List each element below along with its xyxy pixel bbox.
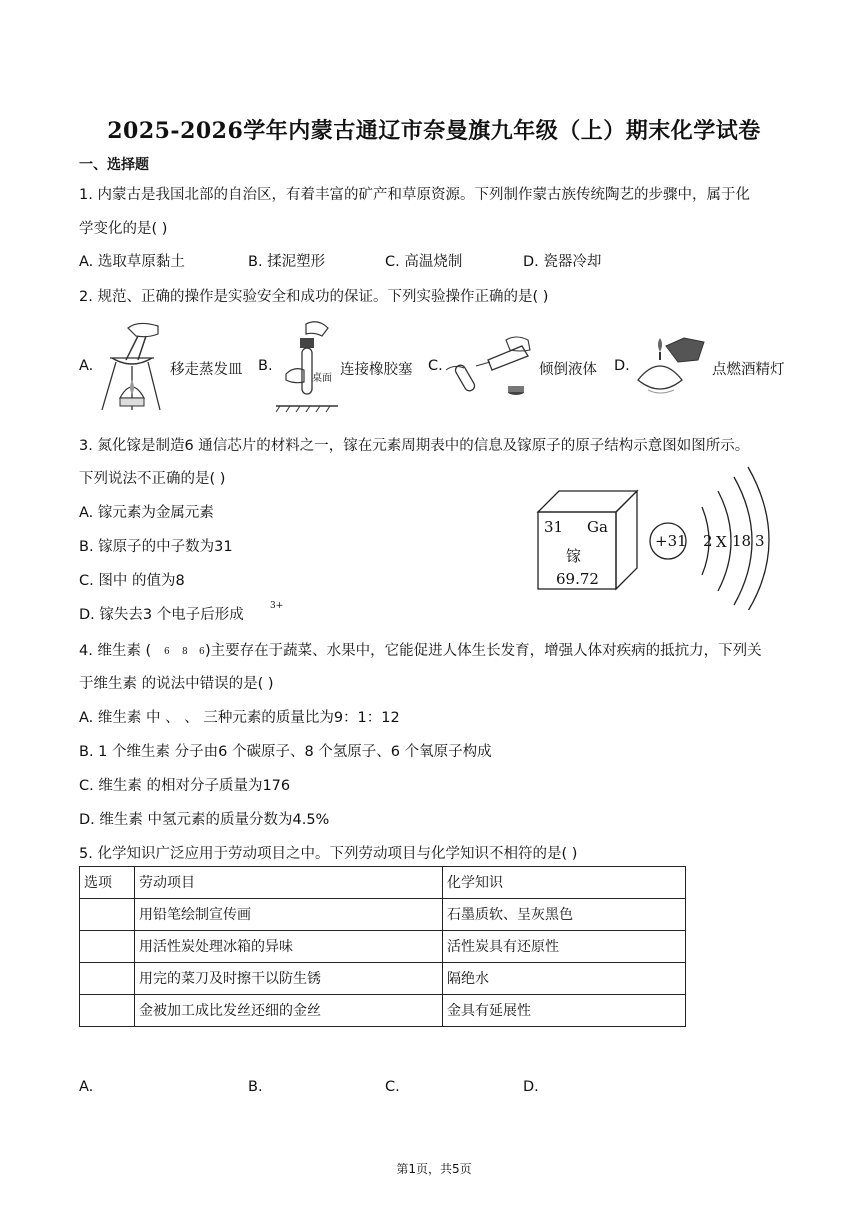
row-project: 金被加工成比发丝还细的金丝 — [135, 995, 443, 1027]
alcohol-lamp-illustration — [630, 330, 710, 405]
row-knowledge: 活性炭具有还原性 — [443, 931, 686, 963]
row-project: 用完的菜刀及时擦干以防生锈 — [135, 963, 443, 995]
q2-label-b: B. — [258, 358, 273, 374]
q1-option-b: B. 揉泥塑形 — [248, 254, 326, 270]
q4-stem-line2: 于维生素 的说法中错误的是( ) — [79, 676, 274, 692]
q2-caption-a: 移走蒸发皿 — [170, 362, 243, 378]
row-option — [80, 931, 135, 963]
row-option — [80, 995, 135, 1027]
pouring-liquid-illustration — [446, 330, 536, 405]
shell-1-electrons: 2 — [703, 532, 713, 550]
q2-stem: 2. 规范、正确的操作是实验安全和成功的保证。下列实验操作正确的是( ) — [79, 289, 549, 305]
q2-label-a: A. — [79, 358, 94, 374]
q2-caption-c: 倾倒液体 — [539, 362, 597, 378]
page-title: 2025-2026学年内蒙古通辽市奈曼旗九年级（上）期末化学试卷 — [107, 118, 761, 144]
header-chemistry-knowledge: 化学知识 — [443, 867, 686, 899]
nucleus-charge: +31 — [655, 532, 687, 550]
q4-subscript-o: 6 — [199, 647, 205, 657]
q1-stem-line2: 学变化的是( ) — [79, 221, 168, 237]
row-knowledge: 金具有延展性 — [443, 995, 686, 1027]
desk-label: 桌面 — [312, 373, 332, 384]
q5-option-c: C. — [385, 1079, 400, 1095]
table-row — [80, 931, 686, 963]
row-knowledge: 隔绝水 — [443, 963, 686, 995]
q1-option-c: C. 高温烧制 — [385, 254, 463, 270]
section-heading: 一、选择题 — [79, 157, 149, 173]
q5-option-b: B. — [248, 1079, 263, 1095]
q2-label-d: D. — [614, 358, 630, 374]
q4-subscript-c: 6 — [164, 647, 170, 657]
q5-option-a: A. — [79, 1079, 94, 1095]
q5-option-d: D. — [523, 1079, 539, 1095]
shell-2-electrons: X — [716, 533, 727, 551]
q3-stem-line2: 下列说法不正确的是( ) — [79, 471, 226, 487]
row-knowledge: 石墨质软、呈灰黑色 — [443, 899, 686, 931]
evaporating-dish-illustration — [98, 318, 168, 413]
row-option — [80, 963, 135, 995]
q1-option-d: D. 瓷器冷却 — [523, 254, 602, 270]
q4-subscript-h: 8 — [182, 647, 188, 657]
q3-option-a: A. 镓元素为金属元素 — [79, 505, 214, 521]
element-symbol: Ga — [587, 518, 608, 536]
q2-caption-d: 点燃酒精灯 — [712, 362, 785, 378]
q3-stem-line1: 3. 氮化镓是制造6 通信芯片的材料之一，镓在元素周期表中的信息及镓原子的原子结构示意图如图所示。 — [79, 438, 750, 454]
q4-stem-line1-start: 4. 维生素 ( — [79, 643, 152, 659]
shell-4-electrons: 3 — [755, 532, 765, 550]
rubber-stopper-illustration — [276, 318, 338, 413]
row-project: 用活性炭处理冰箱的异味 — [135, 931, 443, 963]
element-atomic-number: 31 — [544, 518, 564, 536]
q4-stem-line1-end: )主要存在于蔬菜、水果中，它能促进人体生长发育，增强人体对疾病的抵抗力，下列关 — [205, 643, 762, 659]
shell-3-electrons: 18 — [732, 532, 752, 550]
table-row — [80, 995, 686, 1027]
q4-option-c: C. 维生素 的相对分子质量为176 — [79, 778, 291, 794]
q2-caption-b: 连接橡胶塞 — [340, 362, 413, 378]
q5-table — [79, 866, 686, 1027]
q3-option-d: D. 镓失去3 个电子后形成 — [79, 607, 244, 623]
table-header-row — [80, 867, 686, 899]
q4-option-a: A. 维生素 中 、 、 三种元素的质量比为9：1：12 — [79, 710, 400, 726]
q3-option-c: C. 图中 的值为8 — [79, 573, 185, 589]
q4-option-b: B. 1 个维生素 分子由6 个碳原子、8 个氢原子、6 个氧原子构成 — [79, 744, 492, 760]
q4-option-d: D. 维生素 中氢元素的质量分数为4.5% — [79, 812, 330, 828]
q3-option-d-superscript: 3+ — [270, 601, 284, 611]
q1-option-a: A. 选取草原黏土 — [79, 254, 185, 270]
page-footer: 第1页，共5页 — [396, 1162, 472, 1176]
q3-option-b: B. 镓原子的中子数为31 — [79, 539, 233, 555]
table-row — [80, 899, 686, 931]
q1-stem-line1: 1. 内蒙古是我国北部的自治区，有着丰富的矿产和草原资源。下列制作蒙古族传统陶艺的步骤中，属于化 — [79, 187, 750, 203]
q2-label-c: C. — [428, 358, 443, 374]
header-labor-project: 劳动项目 — [135, 867, 443, 899]
q5-stem: 5. 化学知识广泛应用于劳动项目之中。下列劳动项目与化学知识不相符的是( ) — [79, 846, 578, 862]
header-option: 选项 — [80, 867, 135, 899]
element-name: 镓 — [566, 547, 582, 565]
row-option — [80, 899, 135, 931]
row-project: 用铅笔绘制宣传画 — [135, 899, 443, 931]
element-atomic-mass: 69.72 — [556, 570, 599, 588]
table-row — [80, 963, 686, 995]
